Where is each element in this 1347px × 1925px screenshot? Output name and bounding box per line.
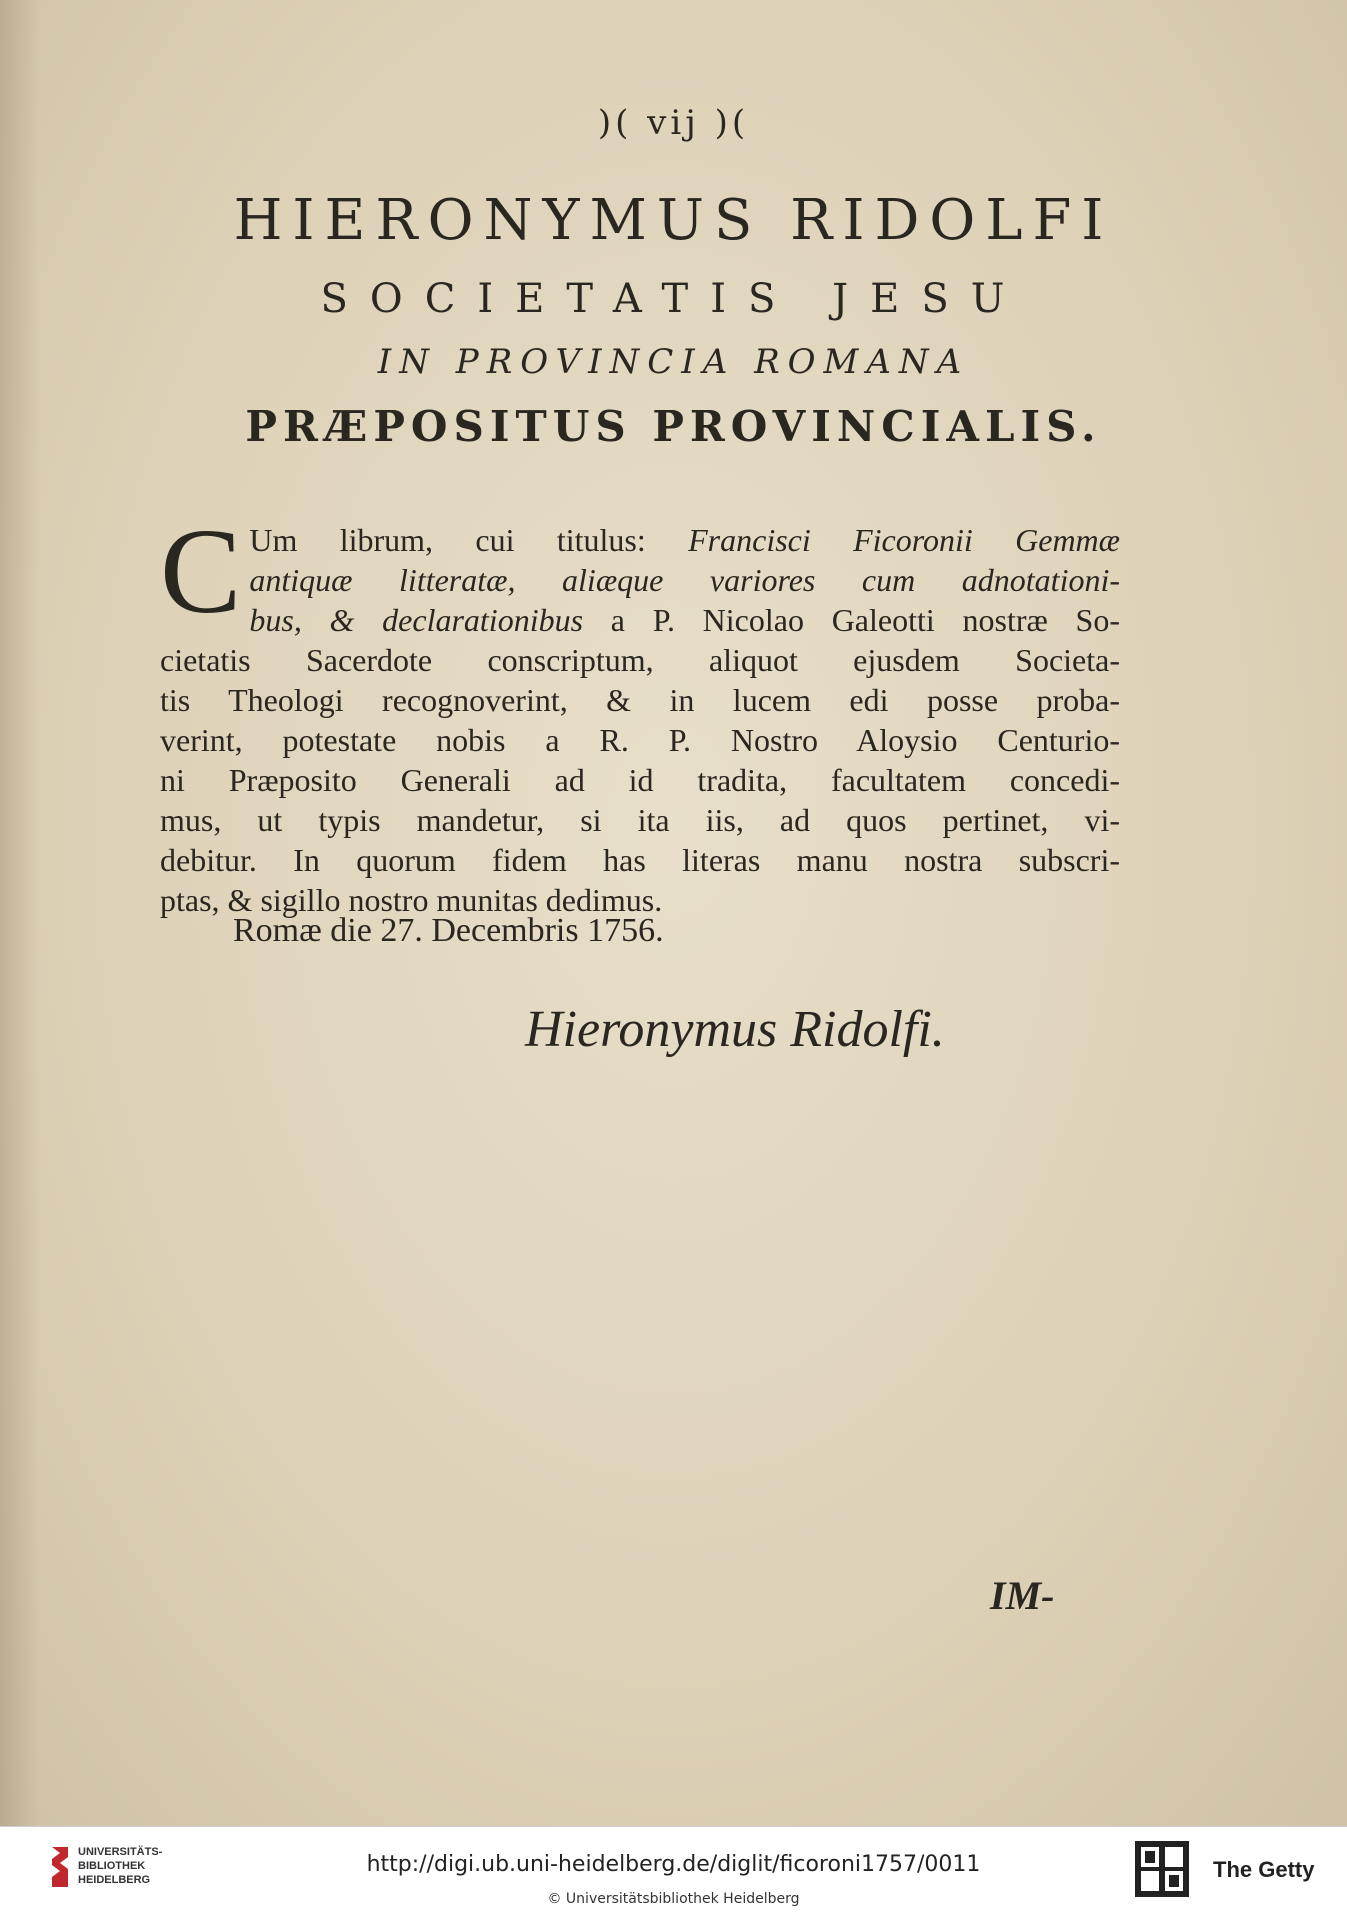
book-title-italic: Francisci Ficoronii Gemmæ [688, 522, 1121, 558]
getty-logo-icon [1135, 1841, 1189, 1903]
text-line: debitur. In quorum fidem has literas manu nostra subscri- [160, 842, 1120, 878]
drop-cap: C [160, 504, 242, 639]
catchword: IM- [990, 1573, 1055, 1618]
text-line: mus, ut typis mandetur, si ita iis, ad quos pertinet, vi- [160, 802, 1120, 838]
text-line: ni Præposito Generali ad id tradita, facultatem concedi- [160, 762, 1120, 798]
viewer-footer [0, 1826, 1347, 1925]
copyright-notice: © Universitätsbibliothek Heidelberg [547, 1891, 800, 1907]
text-line: ptas, & sigillo nostro munitas dedimus. [160, 882, 663, 918]
title-office: PRÆPOSITUS PROVINCIALIS. [245, 402, 1102, 451]
text-line-part: a P. Nicolao Galeotti nostræ So- [583, 602, 1121, 638]
text-line: tis Theologi recognoverint, & in lucem edi posse proba- [160, 682, 1120, 718]
text-line: cietatis Sacerdote conscriptum, aliquot ejusdem Societa- [160, 642, 1120, 678]
date-line: Romæ die 27. Decembris 1756. [233, 912, 664, 949]
partner-name: The Getty [1213, 1857, 1315, 1882]
title-province: IN PROVINCIA ROMANA [377, 342, 970, 382]
text-line [160, 520, 1120, 560]
text-line-part: bus, & declarationibus [249, 602, 584, 638]
text-line-part: Um librum, cui titulus: [249, 522, 689, 558]
title-society: SOCIETATIS JESU [320, 276, 1027, 322]
imprimatur-text [160, 504, 1121, 920]
text-line: verint, potestate nobis a R. P. Nostro Aloysio Centurio- [160, 722, 1120, 758]
permalink-link[interactable]: http://digi.ub.uni-heidelberg.de/diglit/ficoroni1757/0011 [366, 1852, 981, 1877]
page-title: HIERONYMUS RIDOLFI [233, 188, 1114, 253]
text-line [160, 600, 1120, 640]
text-line: antiquæ litteratæ, aliæque variores cum adnotationi- [249, 562, 1120, 598]
signature: Hieronymus Ridolfi. [525, 1001, 945, 1058]
library-name: UNIVERSITÄTS-BIBLIOTHEK HEIDELBERG [78, 1846, 163, 1886]
running-head: )( vij )( [597, 103, 750, 143]
